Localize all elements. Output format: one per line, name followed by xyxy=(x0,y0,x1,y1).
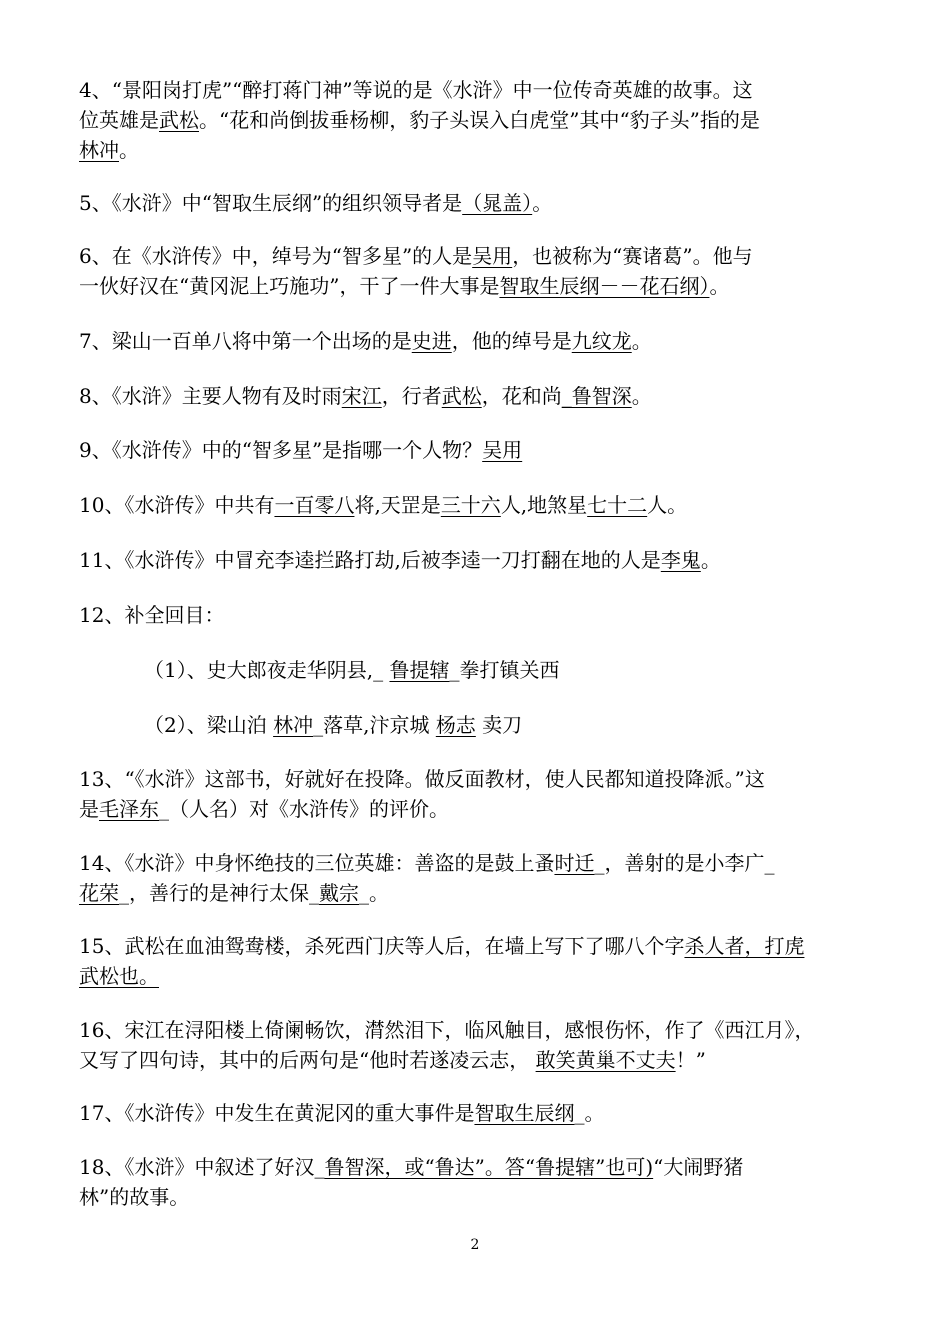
question-text: 林”的故事。 xyxy=(79,1185,190,1209)
answer-text: 武松 xyxy=(441,384,482,408)
question-text: 13、“《水浒》这部书，好就好在投降。做反面教材，使人民都知道投降派。”这 xyxy=(79,767,765,791)
question-text: ，花和尚 xyxy=(481,384,562,408)
question-text: 10、《水浒传》中共有 xyxy=(79,493,275,517)
question-text: “大闹野猪 xyxy=(653,1155,744,1179)
answer-text: 林冲 xyxy=(79,138,119,162)
question-text: 11、《水浒传》中冒充李逵拦路打劫,后被李逵一刀打翻在地的人是 xyxy=(79,548,661,572)
text-line xyxy=(79,1153,879,1181)
question-text: 18、《水浒》中叙述了好汉_ xyxy=(79,1155,325,1179)
question-text: 将,天罡是 xyxy=(354,493,441,517)
question-text: 12、补全回目： xyxy=(79,603,225,627)
text-line xyxy=(79,491,879,519)
answer-text: 杀人者，打虎 xyxy=(684,934,805,958)
answer-text: 智取生辰纲－－花石纲） xyxy=(499,274,710,298)
question-text: ，他的绰号是 xyxy=(451,329,572,353)
question-text: _拳打镇关西 xyxy=(449,658,560,682)
question-text: 。 xyxy=(119,138,139,162)
question-text: 15、武松在血油鸳鸯楼，杀死西门庆等人后，在墙上写下了哪八个字 xyxy=(79,934,685,958)
answer-text: 吴用 xyxy=(472,244,513,268)
text-line xyxy=(79,136,879,164)
question-text: _。 xyxy=(359,881,389,905)
answer-text: 时迁 xyxy=(554,851,595,875)
text-line xyxy=(79,962,879,990)
question-text: 5、《水浒》中“智取生辰纲”的组织领导者是 xyxy=(79,191,463,215)
answer-text: 七十二 xyxy=(587,493,648,517)
answer-text: 敢笑黄巢不丈夫 xyxy=(535,1048,676,1072)
answer-text: 一百零八 xyxy=(274,493,355,517)
question-text: 。 xyxy=(631,329,652,353)
answer-text: 吴用 xyxy=(482,438,523,462)
question-text: 人,地煞星 xyxy=(500,493,588,517)
text-line xyxy=(79,76,879,104)
text-line xyxy=(79,795,879,823)
question-text: （2）、梁山泊 xyxy=(144,713,274,737)
question-text: 又写了四句诗，其中的后两句是“他时若遂凌云志， xyxy=(79,1048,536,1072)
text-line xyxy=(79,1046,879,1074)
question-text: 7、梁山一百单八将中第一个出场的是 xyxy=(79,329,412,353)
question-text: 位英雄是 xyxy=(79,108,159,132)
question-text: 4、“景阳岗打虎”“醉打蒋门神”等说的是《水浒》中一位传奇英雄的故事。这 xyxy=(79,78,753,102)
question-text: 。 xyxy=(631,384,652,408)
text-line xyxy=(79,272,879,300)
answer-text: 花荣 xyxy=(79,881,119,905)
answer-text: 武松 xyxy=(159,108,199,132)
text-line xyxy=(144,711,944,739)
question-text: 6、在《水浒传》中，绰号为“智多星”的人是 xyxy=(79,244,473,268)
answer-text: 宋江 xyxy=(341,384,382,408)
text-line xyxy=(79,849,879,877)
text-line xyxy=(79,436,879,464)
answer-text: 林冲 xyxy=(273,713,314,737)
text-line xyxy=(144,656,944,684)
question-text: 卖刀 xyxy=(475,713,523,737)
question-text: 9、《水浒传》中的“智多星”是指哪一个人物？ xyxy=(79,438,483,462)
question-text: 16、宋江在浔阳楼上倚阑畅饮，潸然泪下，临风触目，感恨伤怀，作了《西江月》， xyxy=(79,1018,815,1042)
answer-text: 史进 xyxy=(411,329,452,353)
answer-text: 戴宗 xyxy=(319,881,359,905)
question-text: 。 xyxy=(532,191,553,215)
answer-text: 武松也。 xyxy=(79,964,159,988)
question-text: 人。 xyxy=(647,493,688,517)
text-line xyxy=(79,765,879,793)
page-number: 2 xyxy=(470,1237,480,1253)
question-text: ，也被称为“赛诸葛”。他与 xyxy=(512,244,753,268)
question-text: 。 xyxy=(700,548,721,572)
question-text: _落草,汴京城 xyxy=(313,713,436,737)
text-line xyxy=(79,1183,879,1211)
question-text: 14、《水浒》中身怀绝技的三位英雄：善盗的是鼓上蚤 xyxy=(79,851,555,875)
question-text: 是 xyxy=(79,797,99,821)
text-line xyxy=(79,1099,879,1127)
answer-text: _鲁智深 xyxy=(561,384,632,408)
question-text: _，善射的是小李广_ xyxy=(594,851,775,875)
answer-text: （晁盖） xyxy=(462,191,533,215)
answer-text: 鲁智深，或“鲁达”。答“鲁提辖”也可) xyxy=(324,1155,654,1179)
answer-text: 杨志 xyxy=(435,713,476,737)
question-text: _。 xyxy=(574,1101,605,1125)
question-text: 一伙好汉在“黄冈泥上巧施功”，干了一件大事是 xyxy=(79,274,500,298)
text-line xyxy=(79,327,879,355)
question-text: 17、《水浒传》中发生在黄泥冈的重大事件是 xyxy=(79,1101,475,1125)
question-text: （1）、史大郎夜走华阴县,_ xyxy=(144,658,390,682)
answer-text: 毛泽东 xyxy=(99,797,159,821)
answer-text: 九纹龙 xyxy=(571,329,632,353)
text-line xyxy=(79,601,879,629)
question-text: 8、《水浒》主要人物有及时雨 xyxy=(79,384,342,408)
text-line xyxy=(79,382,879,410)
text-line xyxy=(79,879,879,907)
question-text: _，善行的是神行太保_ xyxy=(119,881,319,905)
answer-text: 李鬼 xyxy=(660,548,701,572)
answer-text: 智取生辰纲 xyxy=(474,1101,575,1125)
text-line xyxy=(79,189,879,217)
text-line xyxy=(79,242,879,270)
answer-text: 鲁提辖 xyxy=(389,658,450,682)
question-text: _（人名）对《水浒传》的评价。 xyxy=(159,797,449,821)
question-text: ！” xyxy=(675,1048,706,1072)
question-text: 。 xyxy=(709,274,730,298)
text-line xyxy=(79,932,879,960)
text-line xyxy=(79,1016,879,1044)
question-text: 。“花和尚倒拔垂杨柳，豹子头误入白虎堂”其中“豹子头”指的是 xyxy=(199,108,760,132)
text-line xyxy=(79,106,879,134)
question-text: ，行者 xyxy=(381,384,442,408)
answer-text: 三十六 xyxy=(440,493,501,517)
text-line xyxy=(79,546,879,574)
